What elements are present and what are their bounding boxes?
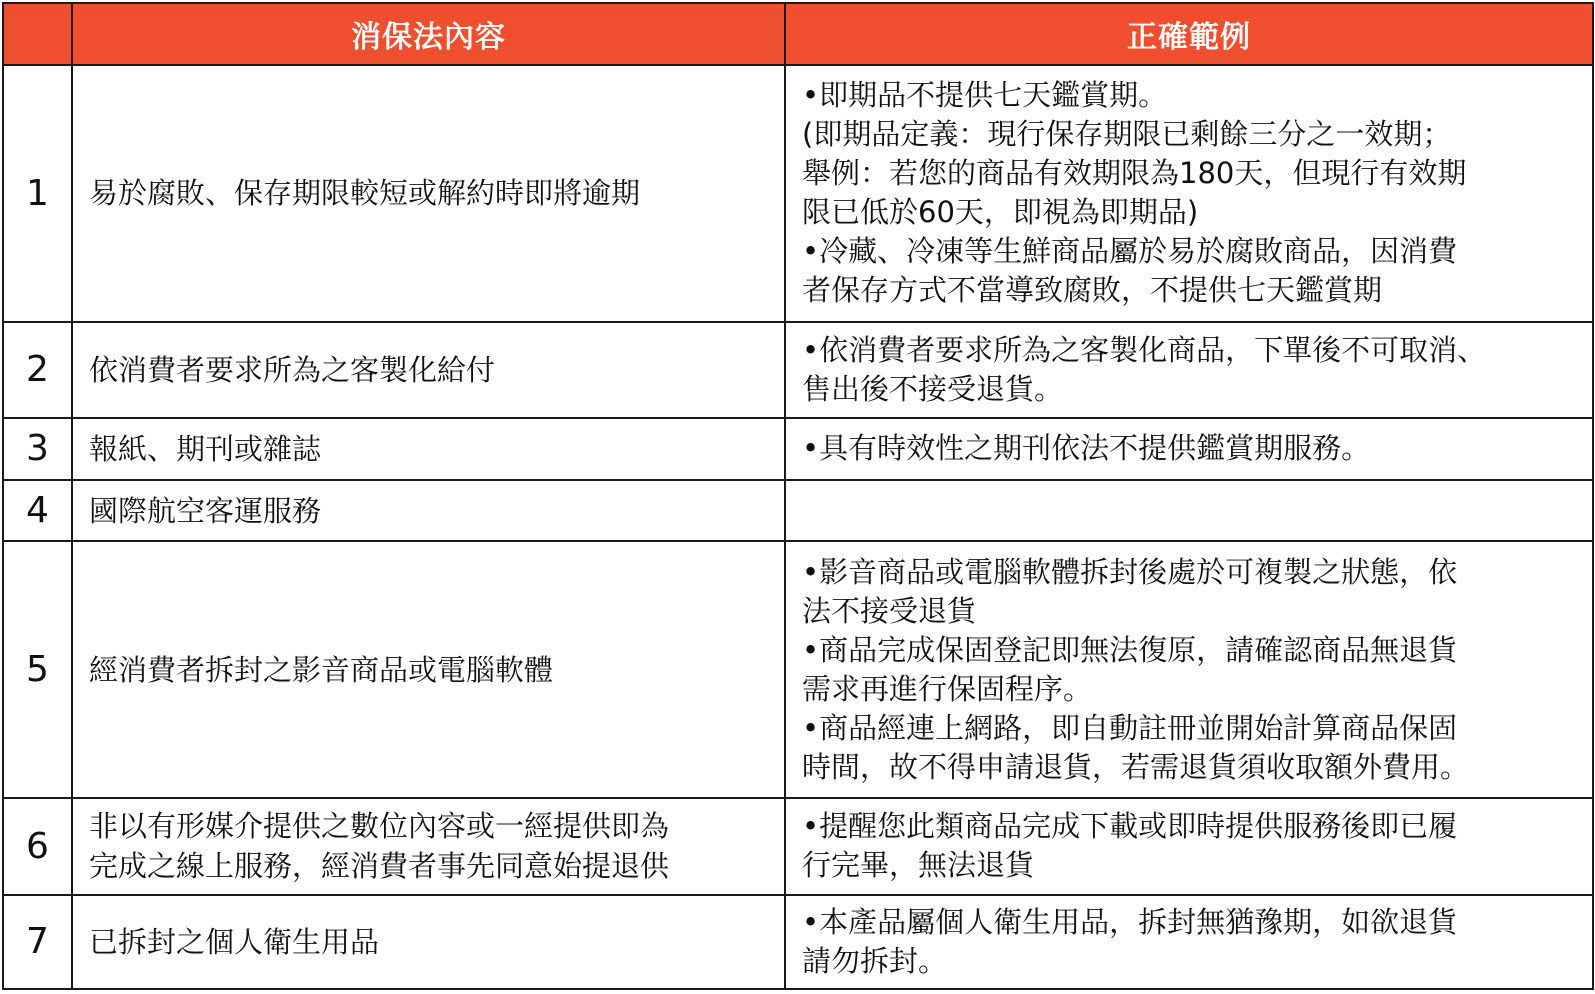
- example-line: •即期品不提供七天鑑賞期。: [802, 78, 1168, 113]
- table-row: [3, 322, 1593, 419]
- example-cell: [785, 322, 1593, 419]
- header-row: [3, 3, 1593, 65]
- law-content-line: 已拆封之個人衛生用品: [89, 924, 380, 959]
- example-line: •商品完成保固登記即無法復原，請確認商品無退貨: [802, 632, 1458, 667]
- law-content-line: 非以有形媒介提供之數位內容或一經提供即為: [89, 809, 670, 844]
- example-line: 時間，故不得申請退貨，若需退貨須收取額外費用。: [802, 749, 1470, 784]
- law-content-cell: [72, 895, 785, 990]
- table-row: [3, 541, 1593, 798]
- law-content-cell: [72, 480, 785, 542]
- example-line: •影音商品或電腦軟體拆封後處於可複製之狀態，依: [802, 554, 1458, 589]
- example-line: •具有時效性之期刊依法不提供鑑賞期服務。: [802, 431, 1371, 466]
- row-number: 1: [3, 65, 72, 322]
- law-content-line: 國際航空客運服務: [89, 493, 322, 528]
- example-line: •本產品屬個人衛生用品，拆封無猶豫期，如欲退貨: [802, 904, 1458, 939]
- table-row: [3, 798, 1593, 895]
- law-content-cell: [72, 322, 785, 419]
- law-content-line: 依消費者要求所為之客製化給付: [89, 352, 496, 387]
- table-body: [3, 65, 1593, 989]
- example-line: (即期品定義：現行保存期限已剩餘三分之一效期；: [802, 117, 1452, 152]
- table-row: [3, 418, 1593, 480]
- example-cell: [785, 480, 1593, 542]
- table-row: [3, 65, 1593, 322]
- example-line: 法不接受退貨: [802, 593, 977, 628]
- example-line: 行完畢，無法退貨: [802, 848, 1035, 883]
- example-line: 需求再進行保固程序。: [802, 671, 1093, 706]
- law-content-cell: [72, 798, 785, 895]
- row-number: 3: [3, 418, 72, 480]
- return-policy-table: [2, 2, 1594, 990]
- example-line: 舉例：若您的商品有效期限為180天，但現行有效期: [802, 156, 1467, 191]
- example-line: •提醒您此類商品完成下載或即時提供服務後即已履: [802, 809, 1458, 844]
- row-number: 5: [3, 541, 72, 798]
- example-cell: [785, 541, 1593, 798]
- example-cell: [785, 798, 1593, 895]
- example-cell: [785, 65, 1593, 322]
- law-content-line: 報紙、期刊或雜誌: [89, 431, 322, 466]
- example-line: •依消費者要求所為之客製化商品，下單後不可取消、: [802, 332, 1487, 367]
- header-law-content: 消保法內容: [72, 3, 785, 65]
- law-content-cell: [72, 541, 785, 798]
- example-line: 售出後不接受退貨。: [802, 371, 1064, 406]
- example-cell: [785, 418, 1593, 480]
- law-content-line: 易於腐敗、保存期限較短或解約時即將逾期: [89, 176, 641, 211]
- example-line: 者保存方式不當導致腐敗，不提供七天鑑賞期: [802, 273, 1383, 308]
- law-content-cell: [72, 65, 785, 322]
- example-cell: [785, 895, 1593, 990]
- example-line: 限已低於60天，即視為即期品): [802, 195, 1199, 230]
- example-line: •商品經連上網路，即自動註冊並開始計算商品保固: [802, 710, 1458, 745]
- law-content-line: 完成之線上服務，經消費者事先同意始提退供: [89, 849, 670, 884]
- example-line: •冷藏、冷凍等生鮮商品屬於易於腐敗商品，因消費: [802, 234, 1458, 269]
- row-number: 4: [3, 480, 72, 542]
- row-number: 6: [3, 798, 72, 895]
- header-correct-example: 正確範例: [785, 3, 1593, 65]
- table-row: [3, 895, 1593, 990]
- law-content-cell: [72, 418, 785, 480]
- row-number: 7: [3, 895, 72, 990]
- table-row: [3, 480, 1593, 542]
- example-line: 請勿拆封。: [802, 943, 948, 978]
- header-number: [3, 3, 72, 65]
- row-number: 2: [3, 322, 72, 419]
- law-content-line: 經消費者拆封之影音商品或電腦軟體: [89, 652, 554, 687]
